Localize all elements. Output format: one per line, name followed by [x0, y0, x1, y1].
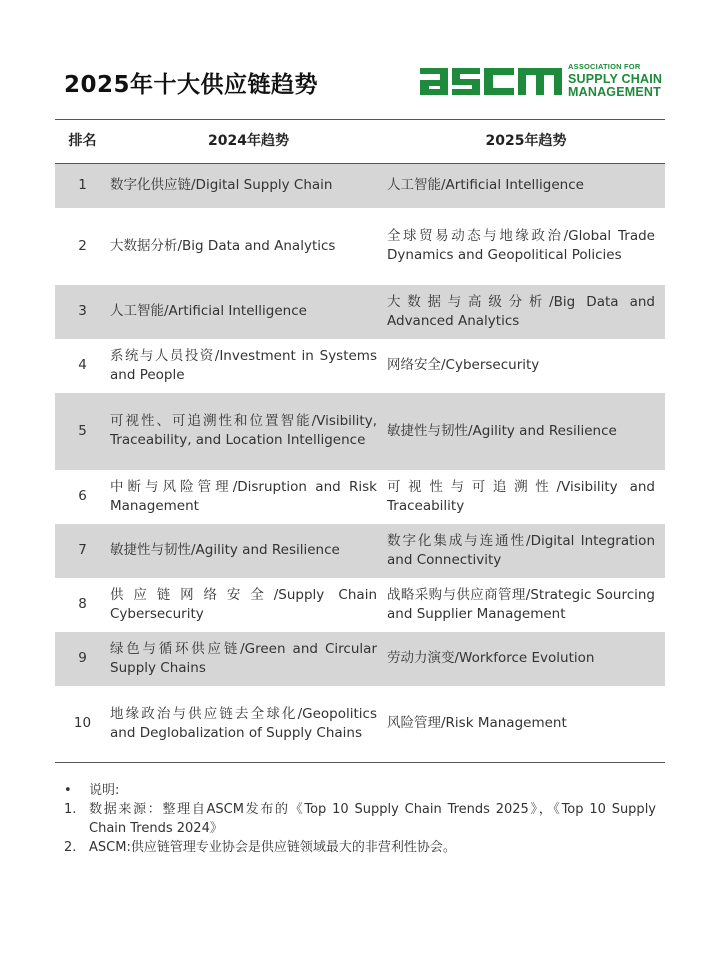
note-text: 数据来源：整理自ASCM发布的《Top 10 Supply Chain Trends 2025》，《Top 10 Supply Chain Trends 2024》: [89, 802, 656, 836]
table-row: [55, 339, 665, 393]
trend-2024-cell: 地缘政治与供应链去全球化/Geopolitics and Deglobalization of Supply Chains: [110, 686, 387, 763]
note-item: [64, 838, 656, 857]
table-row: [55, 393, 665, 470]
trend-2024-cell: 人工智能/Artificial Intelligence: [110, 285, 387, 339]
trend-2024-cell: 绿色与循环供应链/Green and Circular Supply Chains: [110, 632, 387, 686]
logo-caption: [568, 63, 662, 99]
trend-2024-cell: 数字化供应链/Digital Supply Chain: [110, 164, 387, 208]
trend-2025-cell: 风险管理/Risk Management: [387, 686, 665, 763]
trend-2024-cell: 敏捷性与韧性/Agility and Resilience: [110, 524, 387, 578]
table-row: [55, 632, 665, 686]
notes-section: [64, 781, 656, 857]
rank-cell: 8: [78, 596, 87, 612]
page-title: 2025年十大供应链趋势: [64, 72, 319, 98]
trend-2025-cell: 数字化集成与连通性/Digital Integration and Connectivity: [387, 524, 665, 578]
trend-2025-cell: 大数据与高级分析/Big Data and Advanced Analytics: [387, 285, 665, 339]
trend-2024-cell: 供应链网络安全/Supply Chain Cybersecurity: [110, 586, 377, 622]
rank-cell: 6: [78, 488, 87, 504]
bullet-icon: •: [64, 783, 72, 798]
note-text: ASCM:供应链管理专业协会是供应链领域最大的非营利性协会。: [89, 840, 456, 855]
table-row: [55, 285, 665, 339]
header-rank: 排名: [55, 120, 110, 164]
rank-cell: 5: [55, 393, 110, 470]
note-marker: 1.: [64, 802, 77, 817]
note-item: [64, 800, 656, 838]
trend-2024-cell: 可视性、可追溯性和位置智能/Visibility, Traceability, and Location Intelligence: [110, 393, 387, 470]
rank-cell: 2: [78, 237, 87, 254]
logo-line-1: ASSOCIATION FOR: [568, 62, 641, 71]
rank-cell: 3: [55, 285, 110, 339]
rank-cell: 9: [55, 632, 110, 686]
rank-cell: 10: [55, 686, 110, 763]
notes-heading: 说明:: [89, 783, 120, 798]
header-2024: 2024年趋势: [110, 120, 387, 164]
note-marker: 2.: [64, 840, 77, 855]
rank-cell: 7: [55, 524, 110, 578]
trend-2025-cell: 网络安全/Cybersecurity: [387, 357, 540, 373]
trend-2024-cell: 中断与风险管理/Disruption and Risk Management: [110, 478, 377, 514]
table-row: [55, 578, 665, 632]
header-2025: 2025年趋势: [387, 120, 665, 164]
trends-table: [55, 119, 665, 763]
ascm-logo: [418, 60, 668, 100]
logo-line-2: SUPPLY CHAIN: [568, 71, 663, 86]
table-header-row: [55, 120, 665, 164]
table-row: [55, 164, 665, 208]
table-row: [55, 208, 665, 285]
trend-2025-cell: 战略采购与供应商管理/Strategic Sourcing and Supplier Management: [387, 586, 655, 622]
trend-2025-cell: 全球贸易动态与地缘政治/Global Trade Dynamics and Geopolitical Policies: [387, 228, 655, 263]
trend-2024-cell: 系统与人员投资/Investment in Systems and People: [110, 347, 377, 383]
trend-2024-cell: 大数据分析/Big Data and Analytics: [110, 237, 336, 254]
trend-2025-cell: 劳动力演变/Workforce Evolution: [387, 632, 665, 686]
table-row: [55, 524, 665, 578]
trend-2025-cell: 人工智能/Artificial Intelligence: [387, 164, 665, 208]
notes-heading-row: [64, 781, 656, 800]
table-row: [55, 686, 665, 763]
ascm-wordmark-icon: [418, 60, 564, 97]
trend-2025-cell: 可视性与可追溯性/Visibility and Traceability: [387, 478, 655, 514]
rank-cell: 4: [78, 357, 87, 373]
trend-2025-cell: 敏捷性与韧性/Agility and Resilience: [387, 393, 665, 470]
rank-cell: 1: [55, 164, 110, 208]
logo-line-3: MANAGEMENT: [568, 85, 661, 99]
table-row: [55, 470, 665, 524]
